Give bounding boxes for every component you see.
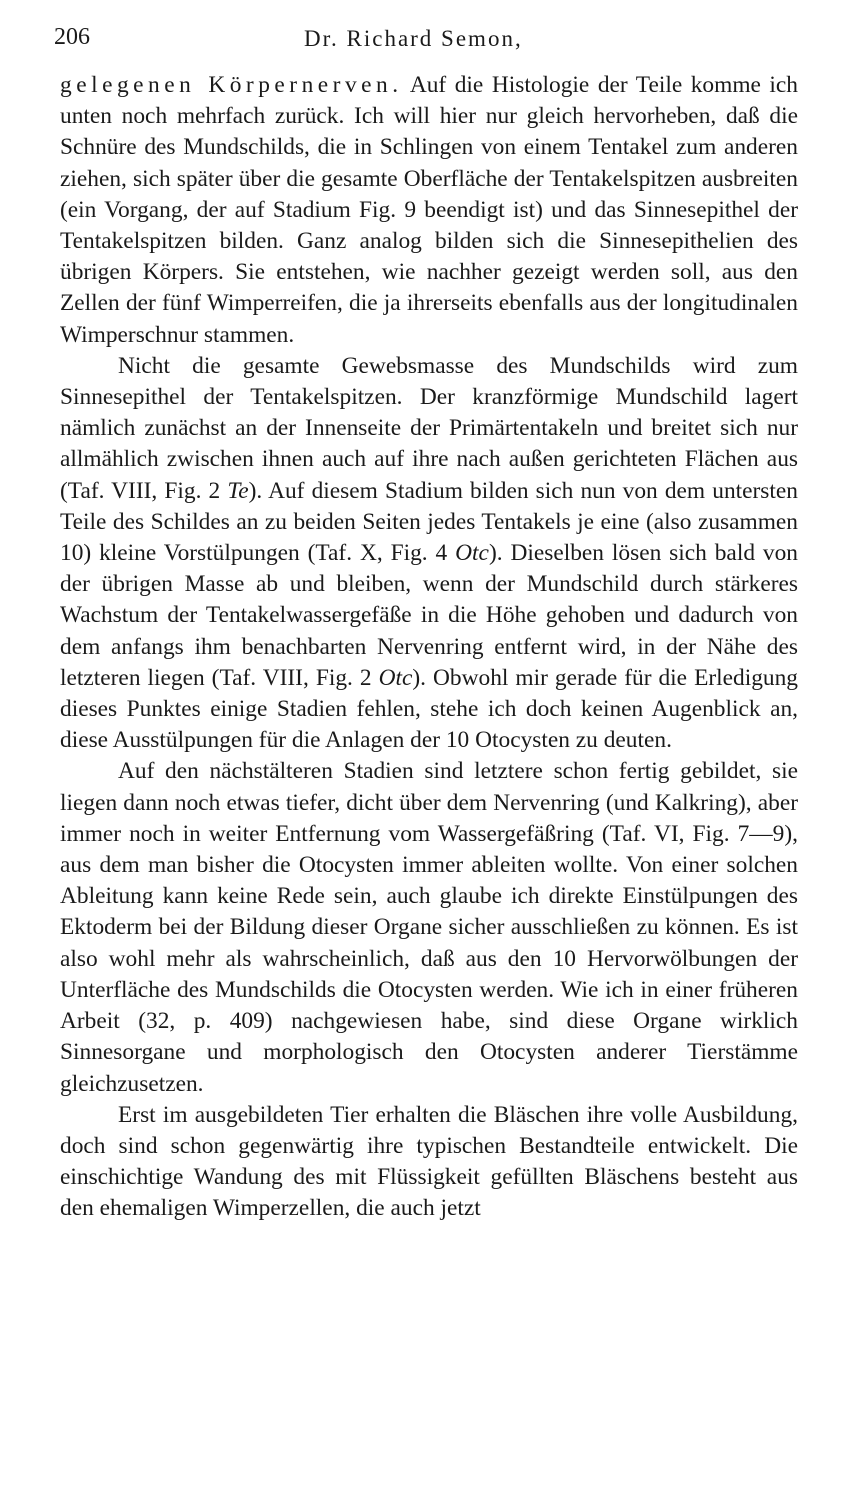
page-number: 206 bbox=[54, 24, 90, 50]
paragraph-3: Auf den nächstälteren Stadien sind letztere schon fertig gebildet, sie liegen dann noch etwas tiefer, dicht über dem Nervenring (und Kalkring), aber immer noch in weiter Entfernung vom Wassergefäßring (Taf. VI, Fig. 7—9), aus dem man bisher die Otocysten immer ableiten wollte. Von einer solchen Ableitung kann keine Rede sein, auch glaube ich direkte Einstülpungen des Ektoderm bei der Bildung dieser Organe sicher ausschließen zu können. Es ist also wohl mehr als wahrscheinlich, daß aus den 10 Hervorwölbungen der Unterfläche des Mundschilds die Otocysten werden. Wie ich in einer früheren Arbeit (32, p. 409) nachgewiesen habe, sind diese Organe wirklich Sinnesorgane und morphologisch den Otocysten anderer Tierstämme gleichzusetzen. bbox=[60, 758, 798, 1097]
body-text bbox=[60, 70, 798, 1225]
spaced-emphasis: gelegenen Körpernerven. bbox=[60, 72, 403, 98]
paragraph-1-text: Auf die Histologie der Teile komme ich unten noch mehrfach zurück. Ich will hier nur gleich hervorheben, daß die Schnüre des Mundschilds, die in Schlingen von einem Tentakel zum anderen ziehen, sich später über die gesamte Oberfläche der Tentakelspitzen ausbreiten (ein Vorgang, der auf Stadium Fig. 9 beendigt ist) und das Sinnesepithel der Tentakelspitzen bilden. Ganz analog bilden sich die Sinnesepithelien des übrigen Körpers. Sie entstehen, wie nachher gezeigt werden soll, aus den Zellen der fünf Wimperreifen, die ja ihrerseits ebenfalls aus der longitudinalen Wimperschnur stammen. bbox=[60, 72, 798, 348]
figure-label-otc-2: Otc bbox=[378, 664, 413, 691]
running-head: Dr. Richard Semon, bbox=[304, 26, 523, 51]
paragraph-2 bbox=[60, 351, 798, 757]
paragraph-1 bbox=[60, 70, 798, 351]
paragraph-2-text-1: Nicht die gesamte Gewebsmasse des Mundschilds wird zum Sinnesepithel der Tentakelspitzen. Der kranzförmige Mundschild lagert nämlich zunächst an der Innenseite der Primärtentakeln und breitet sich nur allmählich zwischen ihnen auch auf ihre nach außen gerichteten Flächen aus (Taf. VIII, Fig. 2 bbox=[60, 352, 798, 504]
paragraph-2-text-4: ). Obwohl mir gerade für die Erledigung dieses Punktes einige Stadien fehlen, stehe ich doch keinen Augenblick an, diese Ausstülpungen für die Anlagen der 10 Otocysten zu deuten. bbox=[60, 664, 799, 754]
paragraph-2-text-3: ). Dieselben lösen sich bald von der übrigen Masse ab und bleiben, wenn der Mundschild durch stärkeres Wachstum der Tentakelwassergefäße in die Höhe gehoben und dadurch von dem anfangs ihm benachbarten Nervenring entfernt wird, in der Nähe des letzteren liegen (Taf. VIII, Fig. 2 bbox=[60, 540, 798, 691]
book-page bbox=[54, 22, 799, 1225]
paragraph-4: Erst im ausgebildeten Tier erhalten die Bläschen ihre volle Ausbildung, doch sind schon gegenwärtig ihre typischen Bestandteile entwickelt. Die einschichtige Wandung des mit Flüssigkeit gefüllten Bläschens besteht aus den ehemaligen Wimperzellen, die auch jetzt bbox=[60, 1101, 798, 1222]
page-header bbox=[54, 22, 798, 70]
paragraph-2-text-2: ). Auf diesem Stadium bilden sich nun von dem untersten Teile des Schildes an zu beiden Seiten jedes Tentakels je eine (also zusammen 10) kleine Vorstülpungen (Taf. X, Fig. 4 bbox=[60, 477, 798, 567]
figure-label-te: Te bbox=[227, 477, 249, 504]
figure-label-otc-1: Otc bbox=[455, 540, 489, 567]
